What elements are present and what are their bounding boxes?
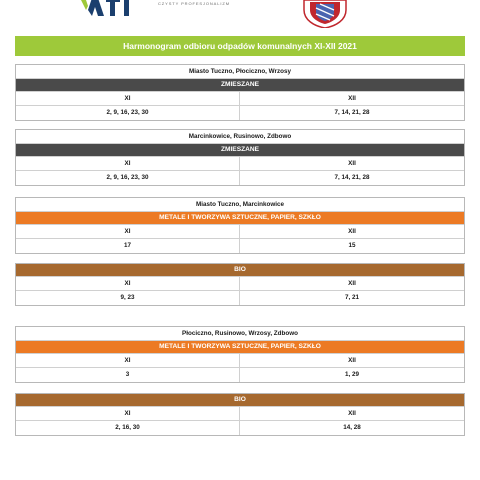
- category-label: BIO: [234, 396, 246, 403]
- dates-row: [16, 171, 464, 185]
- dates-row: [16, 368, 464, 382]
- month-right: XII: [348, 160, 356, 167]
- month-right: XII: [348, 95, 356, 102]
- schedule-table-3: [15, 197, 465, 254]
- dates-row: [16, 106, 464, 120]
- schedule-table-5: [15, 326, 465, 383]
- category-label: ZMIESZANE: [220, 81, 260, 88]
- schedule-table-1: [15, 64, 465, 121]
- month-header-row: [16, 92, 464, 106]
- dates-right: 7, 14, 21, 28: [334, 174, 370, 181]
- month-left: XI: [16, 92, 240, 105]
- location-label: Marcinkowice, Rusinowo, Zdbowo: [188, 133, 292, 140]
- company-logo: [68, 0, 230, 34]
- municipal-crest-icon: [302, 0, 348, 28]
- dates-left: 9, 23: [16, 291, 240, 305]
- month-left: XI: [16, 277, 240, 290]
- dates-left: 17: [16, 239, 240, 253]
- dates-left: 2, 16, 30: [16, 421, 240, 435]
- month-header-row: [16, 354, 464, 368]
- category-bar: [16, 144, 464, 157]
- location-row: [16, 130, 464, 144]
- category-bar: [16, 394, 464, 407]
- schedule-table-6: [15, 393, 465, 436]
- category-bar: [16, 341, 464, 354]
- location-label: Miasto Tuczno, Marcinkowice: [195, 201, 285, 208]
- month-left: XI: [16, 225, 240, 238]
- dates-right: 1, 29: [344, 371, 359, 378]
- dates-right: 14, 28: [343, 424, 361, 431]
- dates-right: 7, 14, 21, 28: [334, 109, 370, 116]
- month-left: XI: [16, 157, 240, 170]
- location-row: [16, 198, 464, 212]
- category-bar: [16, 264, 464, 277]
- month-header-row: [16, 407, 464, 421]
- month-right: XII: [348, 410, 356, 417]
- dates-row: [16, 291, 464, 305]
- month-header-row: [16, 225, 464, 239]
- dates-row: [16, 421, 464, 435]
- location-label: Płociczno, Rusinowo, Wrzosy, Zdbowo: [182, 330, 298, 337]
- month-header-row: [16, 157, 464, 171]
- category-label: ZMIESZANE: [220, 146, 260, 153]
- month-left: XI: [16, 354, 240, 367]
- page-title: Harmonogram odbioru odpadów komunalnych XI-XII 2021: [15, 36, 465, 56]
- month-right: XII: [348, 228, 356, 235]
- category-label: BIO: [234, 266, 246, 273]
- month-right: XII: [348, 280, 356, 287]
- schedule-table-4: [15, 263, 465, 306]
- dates-row: [16, 239, 464, 253]
- category-bar: [16, 212, 464, 225]
- location-row: [16, 327, 464, 341]
- logo-subtext: CZYSTY PROFESJONALIZM: [158, 1, 230, 6]
- category-bar: [16, 79, 464, 92]
- month-header-row: [16, 277, 464, 291]
- dates-right: 7, 21: [344, 294, 359, 301]
- location-label: Miasto Tuczno, Płociczno, Wrzosy: [189, 68, 291, 75]
- schedule-table-2: [15, 129, 465, 186]
- dates-left: 3: [16, 368, 240, 382]
- dates-right: 15: [348, 242, 356, 249]
- dates-left: 2, 9, 16, 23, 30: [16, 106, 240, 120]
- category-label: METALE I TWORZYWA SZTUCZNE, PAPIER, SZKŁO: [159, 343, 321, 350]
- location-row: [16, 65, 464, 79]
- company-logo-mark: [78, 0, 138, 16]
- dates-left: 2, 9, 16, 23, 30: [16, 171, 240, 185]
- month-left: XI: [16, 407, 240, 420]
- month-right: XII: [348, 357, 356, 364]
- category-label: METALE I TWORZYWA SZTUCZNE, PAPIER, SZKŁO: [159, 214, 321, 221]
